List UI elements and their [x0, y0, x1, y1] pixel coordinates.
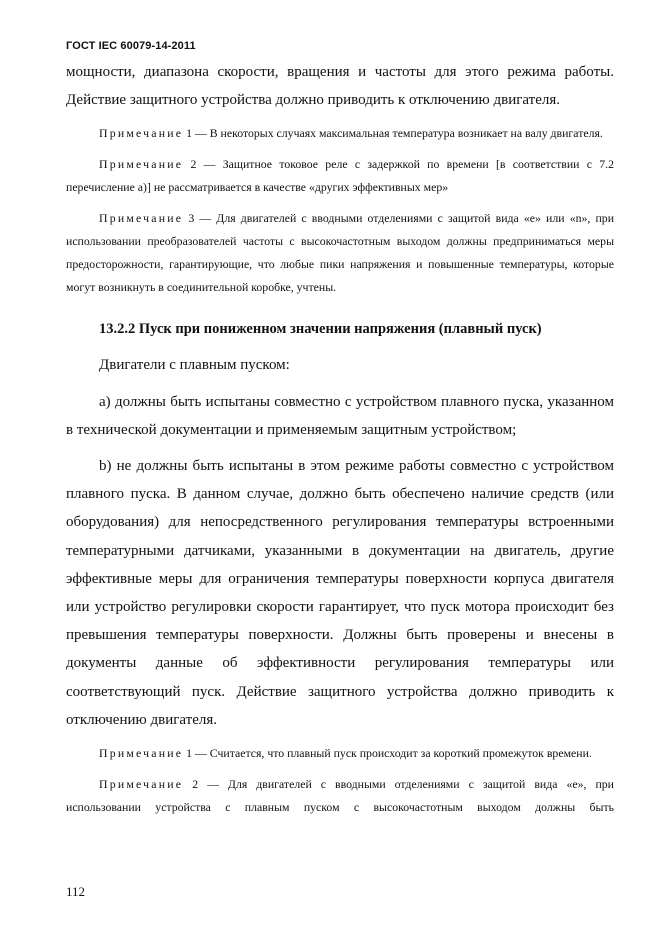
page-number: 112 [66, 884, 86, 899]
list-item-a: а) должны быть испытаны совместно с устройством плавного пуска, указанном в технической документации и применяемым защитным устройством; [66, 393, 614, 438]
note-label: Примечание [99, 211, 184, 226]
note-label: Примечание [99, 777, 184, 792]
note-number: 1 [186, 746, 193, 761]
note-text: Защитное токовое реле с задержкой по времени [в соответствии с 7.2 перечисление а)] не рассматривается в качестве «других эффективных мер» [66, 157, 614, 195]
paragraph-continuation: мощности, диапазона скорости, вращения и частоты для этого режима работы. Действие защитного устройства должно приводить к отключению двигателя. [66, 64, 614, 109]
paragraph-intro: Двигатели с плавным пуском: [99, 357, 290, 374]
document-header: ГОСТ IEC 60079-14-2011 [66, 40, 196, 52]
note-number: 1 [186, 126, 193, 141]
note-label: Примечание [99, 157, 184, 172]
note-number: 3 [188, 211, 195, 226]
note-number: 2 [192, 777, 199, 792]
note-text: Считается, что плавный пуск происходит за короткий промежуток времени. [209, 746, 592, 761]
list-item-b: b) не должны быть испытаны в этом режиме работы совместно с устройством плавного пуска. В данном случае, должно быть обеспечено наличие средств (или оборудования) для непосредственного регулирования температуры встроенными температурными датчиками, указанными в документации на двигатель, другие эффективные меры для ограничения температуры поверхности корпуса двигателя или устройство регулировки скорости гарантирует, что пуск мотора происходит без превышения температуры поверхности. Должны быть проверены и внесены в документы данные об эффективности регулирования температуры или соответствующий пуск. Действие защитного устройства должно приводить к отключению двигателя. [66, 458, 614, 728]
note-text: Для двигателей с вводными отделениями с защитой вида «е», при использовании устройства с плавным пуском с высокочастотным выходом должны быть [66, 777, 614, 815]
note-1: Примечание 1 — В некоторых случаях максимальная температура возникает на валу двигателя. [99, 126, 603, 141]
note-text: В некоторых случаях максимальная температура возникает на валу двигателя. [209, 126, 603, 141]
note-2: Примечание 2 — Защитное токовое реле с задержкой по времени [в соответствии с 7.2 перечисление а)] не рассматривается в качестве «других эффективных мер» [66, 157, 614, 195]
note-4: Примечание 1 — Считается, что плавный пуск происходит за короткий промежуток времени. [99, 746, 592, 761]
note-3: Примечание 3 — Для двигателей с вводными отделениями с защитой вида «е» или «n», при использовании преобразователей частоты с высокочастотным выходом должны предприниматься меры предосторожности, гарантирующие, что любые пики напряжения и повышенные температуры, которые могут возникнуть в соединительной коробке, учтены. [66, 211, 615, 295]
note-number: 2 [190, 157, 197, 172]
note-label: Примечание [99, 126, 184, 141]
note-text: Для двигателей с вводными отделениями с защитой вида «е» или «n», при использовании преобразователей частоты с высокочастотным выходом должны предприниматься меры предосторожности, гарантирующие, что любые пики напряжения и повышенные температуры, которые могут возникнуть в соединительной коробке, учтены. [66, 211, 615, 295]
page-content [66, 58, 614, 819]
section-heading: 13.2.2 Пуск при пониженном значении напряжения (плавный пуск) [99, 321, 542, 338]
note-5: Примечание 2 — Для двигателей с вводными отделениями с защитой вида «е», при использовании устройства с плавным пуском с высокочастотным выходом должны быть [66, 777, 614, 815]
note-label: Примечание [99, 746, 184, 761]
